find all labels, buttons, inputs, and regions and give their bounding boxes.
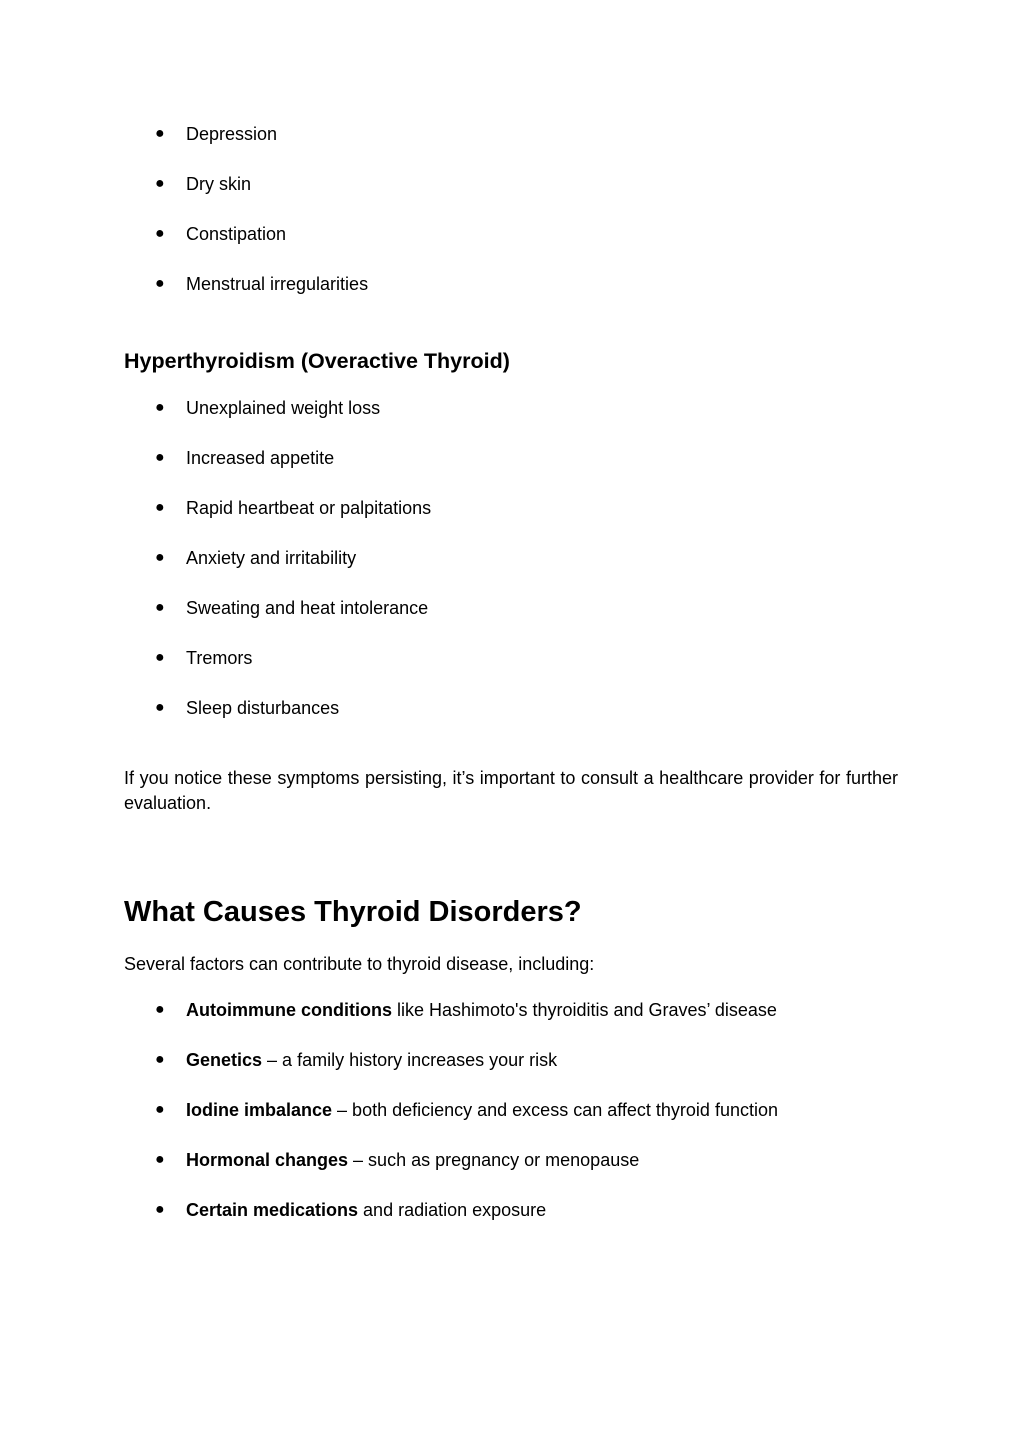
list-item-text: Sleep disturbances (186, 698, 340, 718)
bullet-icon: ● (155, 449, 165, 466)
list-item (124, 122, 368, 172)
bullet-icon: ● (155, 175, 165, 192)
cause-term: Genetics (186, 1050, 263, 1070)
bullet-icon: ● (155, 275, 165, 292)
cause-term: Certain medications (186, 1200, 359, 1220)
list-item (124, 1098, 778, 1148)
bullet-icon: ● (155, 599, 165, 616)
list-item (124, 172, 368, 222)
list-item (124, 596, 431, 646)
hyperthyroidism-heading: Hyperthyroidism (Overactive Thyroid) (124, 349, 510, 373)
list-item-text: Sweating and heat intolerance (186, 598, 429, 618)
list-item (124, 646, 431, 696)
list-item (124, 222, 368, 272)
list-item (124, 446, 431, 496)
cause-term: Iodine imbalance (186, 1100, 333, 1120)
hypothyroid-symptom-list (124, 122, 368, 322)
list-item (124, 1198, 778, 1248)
list-item (124, 396, 431, 446)
list-item-text: Anxiety and irritability (186, 548, 357, 568)
cause-description: – such as pregnancy or menopause (348, 1150, 640, 1170)
cause-term: Autoimmune conditions (186, 1000, 392, 1020)
cause-term: Hormonal changes (186, 1150, 349, 1170)
list-item-text: Tremors (186, 648, 253, 668)
bullet-icon: ● (155, 1151, 165, 1168)
bullet-icon: ● (155, 1051, 165, 1068)
list-item (124, 1048, 778, 1098)
hyperthyroid-symptom-list (124, 396, 431, 746)
causes-heading: What Causes Thyroid Disorders? (124, 896, 582, 928)
cause-description: – both deficiency and excess can affect thyroid function (332, 1100, 778, 1120)
causes-intro: Several factors can contribute to thyroid disease, including: (124, 954, 595, 974)
list-item (124, 496, 431, 546)
consult-paragraph: If you notice these symptoms persisting, it’s important to consult a healthcare provider for further evaluation. (124, 768, 898, 813)
bullet-icon: ● (155, 1001, 165, 1018)
bullet-icon: ● (155, 399, 165, 416)
bullet-icon: ● (155, 649, 165, 666)
list-item-text: Menstrual irregularities (186, 274, 369, 294)
cause-description: like Hashimoto's thyroiditis and Graves’ disease (392, 1000, 777, 1020)
cause-description: – a family history increases your risk (262, 1050, 558, 1070)
list-item (124, 546, 431, 596)
list-item (124, 696, 431, 746)
list-item-text: Dry skin (186, 174, 252, 194)
bullet-icon: ● (155, 225, 165, 242)
list-item-text: Unexplained weight loss (186, 398, 381, 418)
list-item-text: Increased appetite (186, 448, 335, 468)
bullet-icon: ● (155, 1101, 165, 1118)
cause-description: and radiation exposure (358, 1200, 547, 1220)
bullet-icon: ● (155, 1201, 165, 1218)
bullet-icon: ● (155, 699, 165, 716)
bullet-icon: ● (155, 549, 165, 566)
list-item (124, 1148, 778, 1198)
list-item-text: Rapid heartbeat or palpitations (186, 498, 432, 518)
list-item-text: Constipation (186, 224, 287, 244)
list-item-text: Depression (186, 124, 278, 144)
list-item (124, 998, 778, 1048)
bullet-icon: ● (155, 499, 165, 516)
bullet-icon: ● (155, 125, 165, 142)
causes-list (124, 998, 778, 1248)
list-item (124, 272, 368, 322)
